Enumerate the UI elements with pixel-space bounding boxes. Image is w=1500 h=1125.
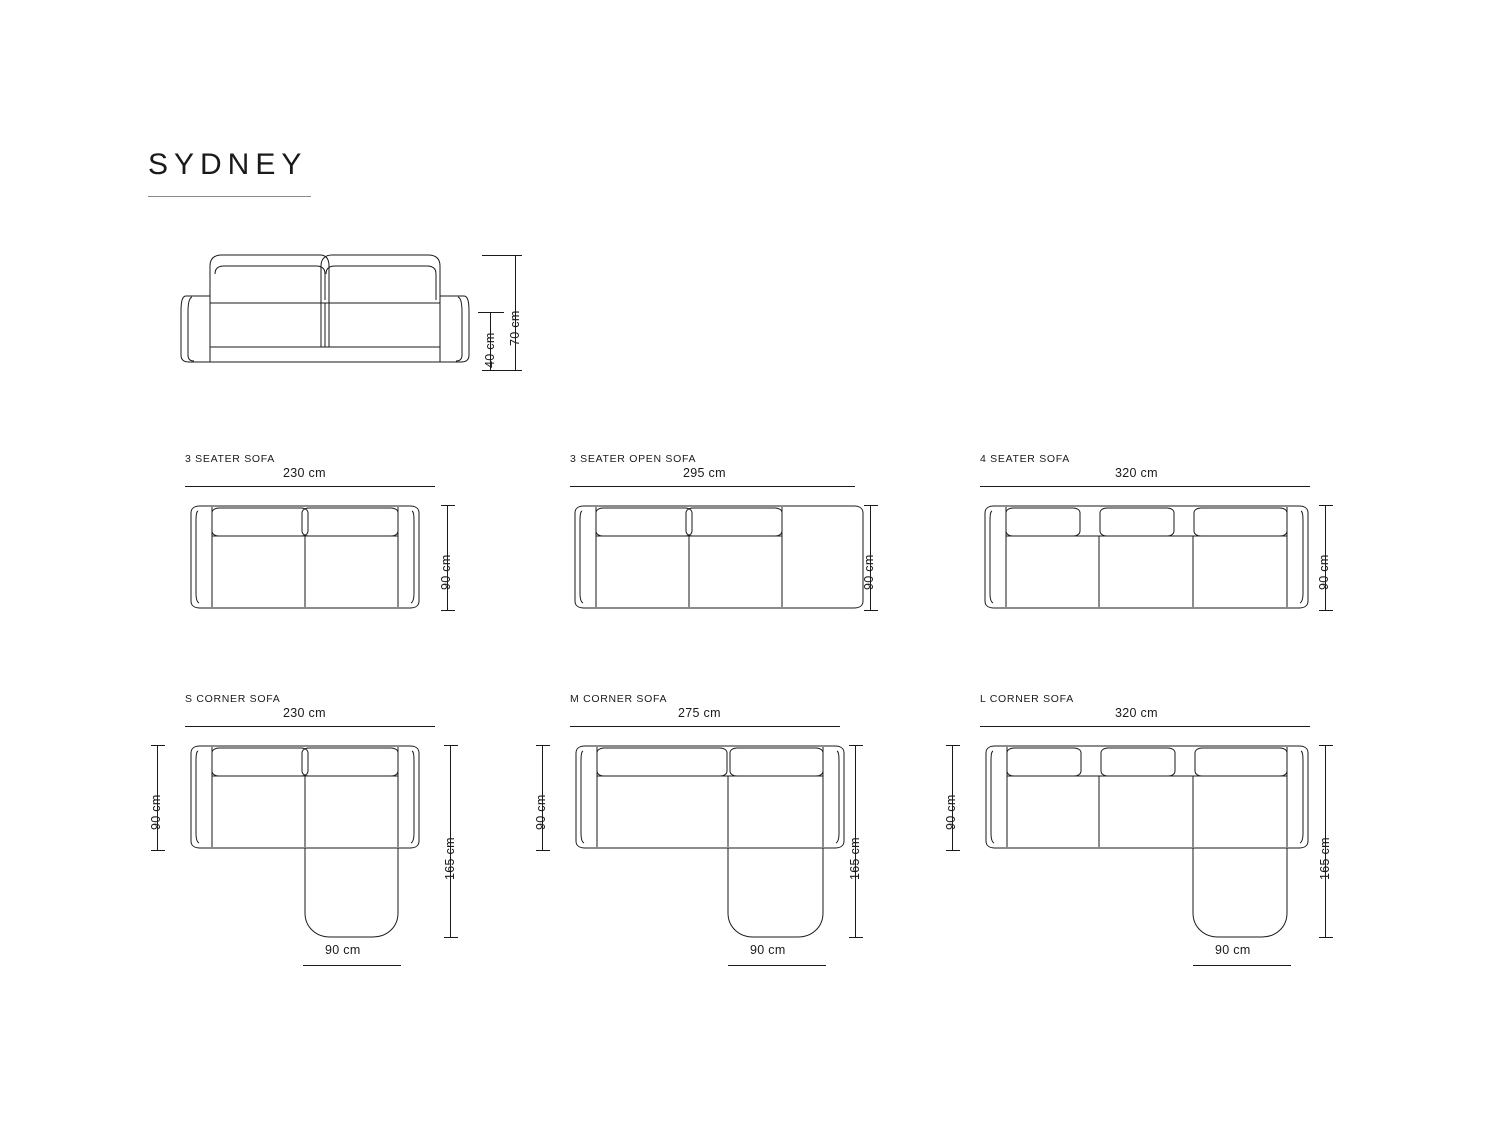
top-view-svg [190, 505, 420, 610]
depth-tick-top [151, 745, 165, 746]
depth-tick-bottom [946, 850, 960, 851]
width-label: 230 cm [283, 466, 326, 480]
height-tick-bottom [482, 370, 522, 371]
width-label: 230 cm [283, 706, 326, 720]
depth-label: 90 cm [944, 794, 958, 830]
title-divider [148, 196, 311, 197]
depth-tick-bottom [441, 610, 455, 611]
chaise-width-dimension-line [728, 965, 826, 966]
depth-tick-top [946, 745, 960, 746]
width-label: 295 cm [683, 466, 726, 480]
width-label: 320 cm [1115, 466, 1158, 480]
top-view-svg [574, 505, 864, 610]
variant-label: S CORNER SOFA [185, 693, 281, 705]
depth-tick-top [1319, 505, 1333, 506]
front-view-svg [180, 250, 470, 370]
width-dimension-line [980, 726, 1310, 727]
chaise-width-dimension-line [1193, 965, 1291, 966]
depth-tick-bottom [864, 610, 878, 611]
depth-tick-bottom [151, 850, 165, 851]
variant-label: M CORNER SOFA [570, 693, 668, 705]
depth-tick-top [864, 505, 878, 506]
depth-label: 90 cm [534, 794, 548, 830]
width-dimension-line [570, 726, 840, 727]
chaise-depth-tick-top [444, 745, 458, 746]
width-dimension-line [185, 726, 435, 727]
variant-label: 3 SEATER OPEN SOFA [570, 453, 697, 465]
chaise-width-label: 90 cm [1215, 943, 1251, 957]
chaise-depth-tick-top [849, 745, 863, 746]
chaise-width-label: 90 cm [325, 943, 361, 957]
width-label: 275 cm [678, 706, 721, 720]
chaise-depth-label: 165 cm [1318, 837, 1332, 880]
variant-label: 4 SEATER SOFA [980, 453, 1071, 465]
front-view-drawing [180, 250, 470, 370]
top-view-svg [984, 505, 1309, 610]
depth-label: 90 cm [862, 554, 876, 590]
height-tick-top [482, 255, 522, 256]
chaise-depth-tick-bottom [1319, 937, 1333, 938]
product-name: SYDNEY [148, 148, 308, 181]
depth-label: 90 cm [439, 554, 453, 590]
chaise-depth-tick-top [1319, 745, 1333, 746]
chaise-width-dimension-line [303, 965, 401, 966]
depth-tick-bottom [536, 850, 550, 851]
total-height-label: 70 cm [508, 310, 522, 346]
width-dimension-line [185, 486, 435, 487]
width-dimension-line [980, 486, 1310, 487]
depth-tick-top [536, 745, 550, 746]
chaise-width-label: 90 cm [750, 943, 786, 957]
chaise-depth-tick-bottom [444, 937, 458, 938]
seat-height-tick-top [478, 312, 504, 313]
chaise-depth-tick-bottom [849, 937, 863, 938]
variant-label: 3 SEATER SOFA [185, 453, 276, 465]
depth-tick-bottom [1319, 610, 1333, 611]
width-dimension-line [570, 486, 855, 487]
page-title [148, 150, 311, 197]
top-view-svg [985, 745, 1310, 945]
top-view-svg [575, 745, 847, 945]
top-view-svg [190, 745, 422, 945]
depth-label: 90 cm [149, 794, 163, 830]
depth-label: 90 cm [1317, 554, 1331, 590]
chaise-depth-label: 165 cm [848, 837, 862, 880]
width-label: 320 cm [1115, 706, 1158, 720]
depth-tick-top [441, 505, 455, 506]
variant-label: L CORNER SOFA [980, 693, 1074, 705]
chaise-depth-label: 165 cm [443, 837, 457, 880]
seat-height-label: 40 cm [483, 332, 497, 368]
